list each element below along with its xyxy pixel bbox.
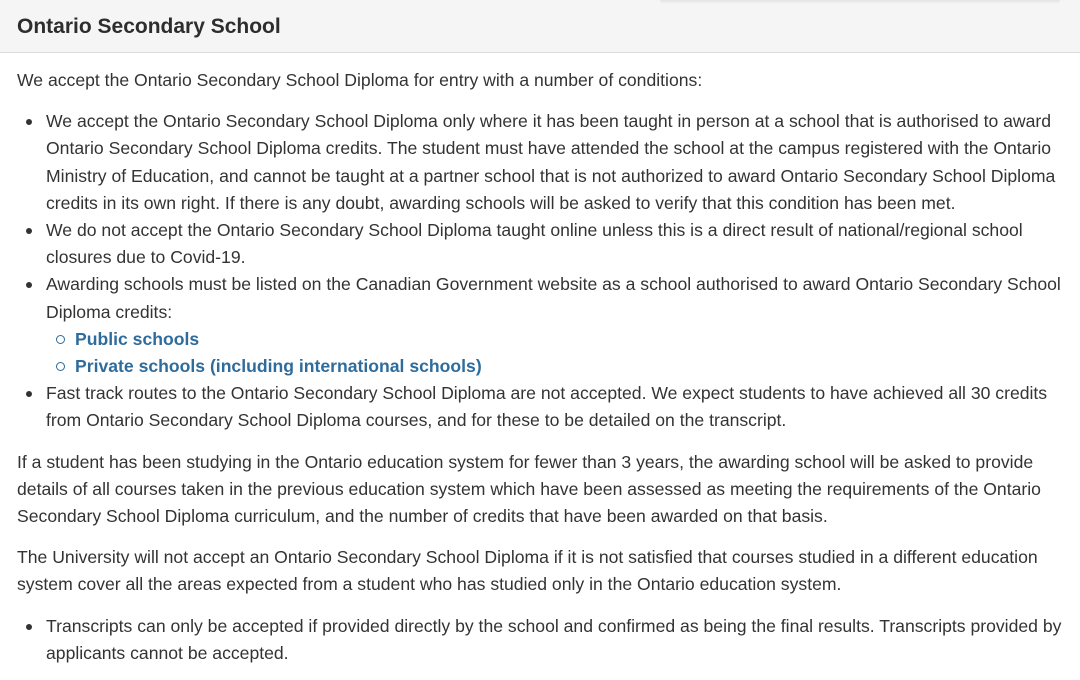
university-paragraph: The University will not accept an Ontario Secondary School Diploma if it is not satisfied that courses studied in a different education system cover all the areas expected from a student who has studied only in the Ontario education system. xyxy=(17,547,1038,595)
condition-item-awarding-schools xyxy=(46,271,1073,380)
page-title: Ontario Secondary School xyxy=(17,15,281,38)
transcripts-list xyxy=(17,613,1073,667)
section-header xyxy=(0,0,1080,53)
condition-item-online xyxy=(46,217,1073,271)
list-item xyxy=(75,353,1073,380)
school-links-list xyxy=(46,326,1073,380)
list-item xyxy=(75,326,1073,353)
intro-text: We accept the Ontario Secondary School Diploma for entry with a number of conditions: xyxy=(17,70,703,90)
condition-item-in-person xyxy=(46,108,1073,217)
main-content xyxy=(17,67,1073,667)
condition-item-fast-track xyxy=(46,380,1073,434)
public-schools-link[interactable]: Public schools xyxy=(75,328,200,349)
condition-text: We accept the Ontario Secondary School Diploma only where it has been taught in person at a school that is authorised to award Ontario Secondary School Diploma credits. The student must have attended the school at the campus registered with the Ontario Ministry of Education, and cannot be taught at a partner school that is not authorized to award Ontario Secondary School Diploma credits in its own right. If there is any doubt, awarding schools will be asked to verify that this condition has been met. xyxy=(46,111,1056,213)
private-schools-link[interactable]: Private schools (including international schools) xyxy=(75,356,482,377)
condition-text: Awarding schools must be listed on the Canadian Government website as a school authorised to award Ontario Secondary School Diploma credits: xyxy=(46,274,1061,322)
education-system-paragraph: If a student has been studying in the Ontario education system for fewer than 3 years, the awarding school will be asked to provide details of all courses taken in the previous education system which have been assessed as meeting the requirements of the Ontario Secondary School Diploma curriculum, and the number of credits that have been awarded on that basis. xyxy=(17,451,1041,527)
conditions-list xyxy=(17,108,1073,434)
transcripts-item xyxy=(46,613,1073,667)
condition-text: Fast track routes to the Ontario Secondary School Diploma are not accepted. We expect students to have achieved all 30 credits from Ontario Secondary School Diploma courses, and for these to be detailed on the transcript. xyxy=(46,383,1048,431)
header-shadow xyxy=(660,0,1060,4)
transcripts-text: Transcripts can only be accepted if provided directly by the school and confirmed as being the final results. Transcripts provided by applicants cannot be accepted. xyxy=(46,615,1062,663)
condition-text: We do not accept the Ontario Secondary School Diploma taught online unless this is a direct result of national/regional school closures due to Covid-19. xyxy=(46,220,1023,268)
